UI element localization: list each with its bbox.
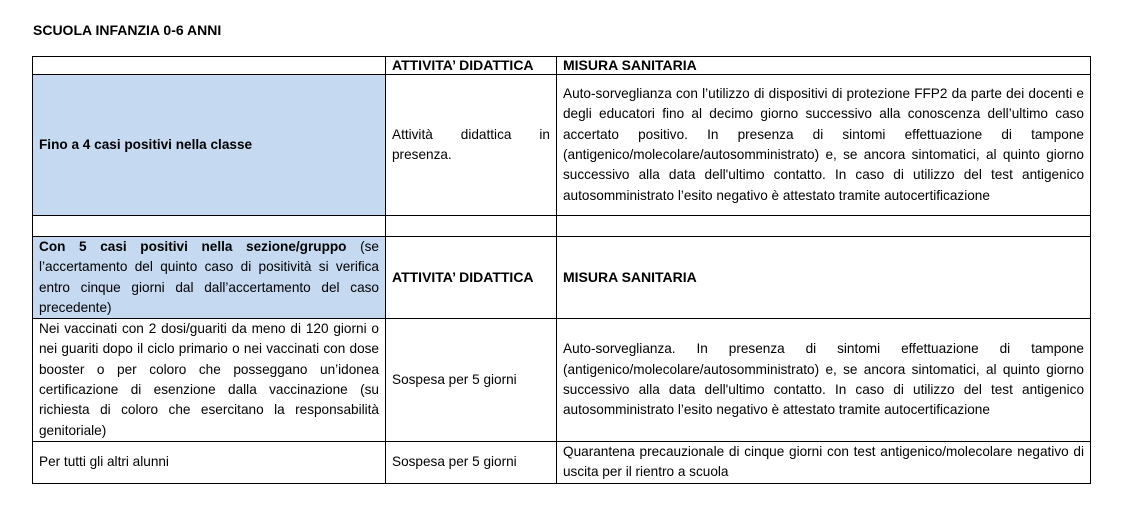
case-label-bold: Con 5 casi positivi nella sezione/gruppo [39, 239, 347, 254]
table-row [33, 319, 1091, 442]
group-vaccinated-label: Nei vaccinati con 2 dosi/guariti da meno di 120 giorni o nei guariti dopo il ciclo primario o nei vaccinati con dose booster o per coloro che posseggano un’idonea certificazione di esenzione dalla vaccinazione (su richiesta di coloro che esercitano la responsabilità genitoriale) [33, 319, 386, 442]
activity-cell: Sospesa per 5 giorni [386, 319, 557, 442]
table-row [33, 237, 1091, 319]
table-row [33, 75, 1091, 216]
activity-cell: Sospesa per 5 giorni [386, 441, 557, 483]
measure-cell: Auto-sorveglianza con l’utilizzo di dispositivi di protezione FFP2 da parte dei docenti e degli educatori fino al decimo giorno successivo alla conoscenza dell’ultimo caso accertato positivo. In presenza di sintomi effettuazione di tampone (antigenico/molecolare/autosomministrato) e, se ancora sintomatici, al quinto giorno successivo alla data dell'ultimo contatto. In caso di utilizzo del test antigenico autosomministrato l’esito negativo è attestato tramite autocertificazione [557, 75, 1091, 216]
measures-table [32, 56, 1091, 484]
header-activity: ATTIVITA’ DIDATTICA [386, 57, 557, 75]
case-label-5-positive [33, 237, 386, 319]
spacer-row [33, 216, 1091, 237]
measure-cell: Auto-sorveglianza. In presenza di sintomi effettuazione di tampone (antigenico/molecolare/autosomministrato) e, se ancora sintomatici, al quinto giorno successivo alla data dell'ultimo contatto. In caso di utilizzo del test antigenico autosomministrato l’esito negativo è attestato tramite autocertificazione [557, 319, 1091, 442]
measure-cell: Quarantena precauzionale di cinque giorni con test antigenico/molecolare negativo di uscita per il rientro a scuola [557, 441, 1091, 483]
table-row [33, 441, 1091, 483]
group-others-label: Per tutti gli altri alunni [33, 441, 386, 483]
case-label-detail: (se l’accertamento del quinto caso di positività si verifica entro cinque giorni dal dall’accertamento del caso precedente) [39, 239, 379, 315]
header-activity-2: ATTIVITA’ DIDATTICA [386, 237, 557, 319]
page-title: SCUOLA INFANZIA 0-6 ANNI [33, 22, 222, 38]
header-measure: MISURA SANITARIA [557, 57, 1091, 75]
table-header-row [33, 57, 1091, 75]
activity-cell: Attività didattica in presenza. [386, 75, 557, 216]
header-measure-2: MISURA SANITARIA [557, 237, 1091, 319]
case-label-up-to-4: Fino a 4 casi positivi nella classe [33, 75, 386, 216]
header-empty-cell [33, 57, 386, 75]
